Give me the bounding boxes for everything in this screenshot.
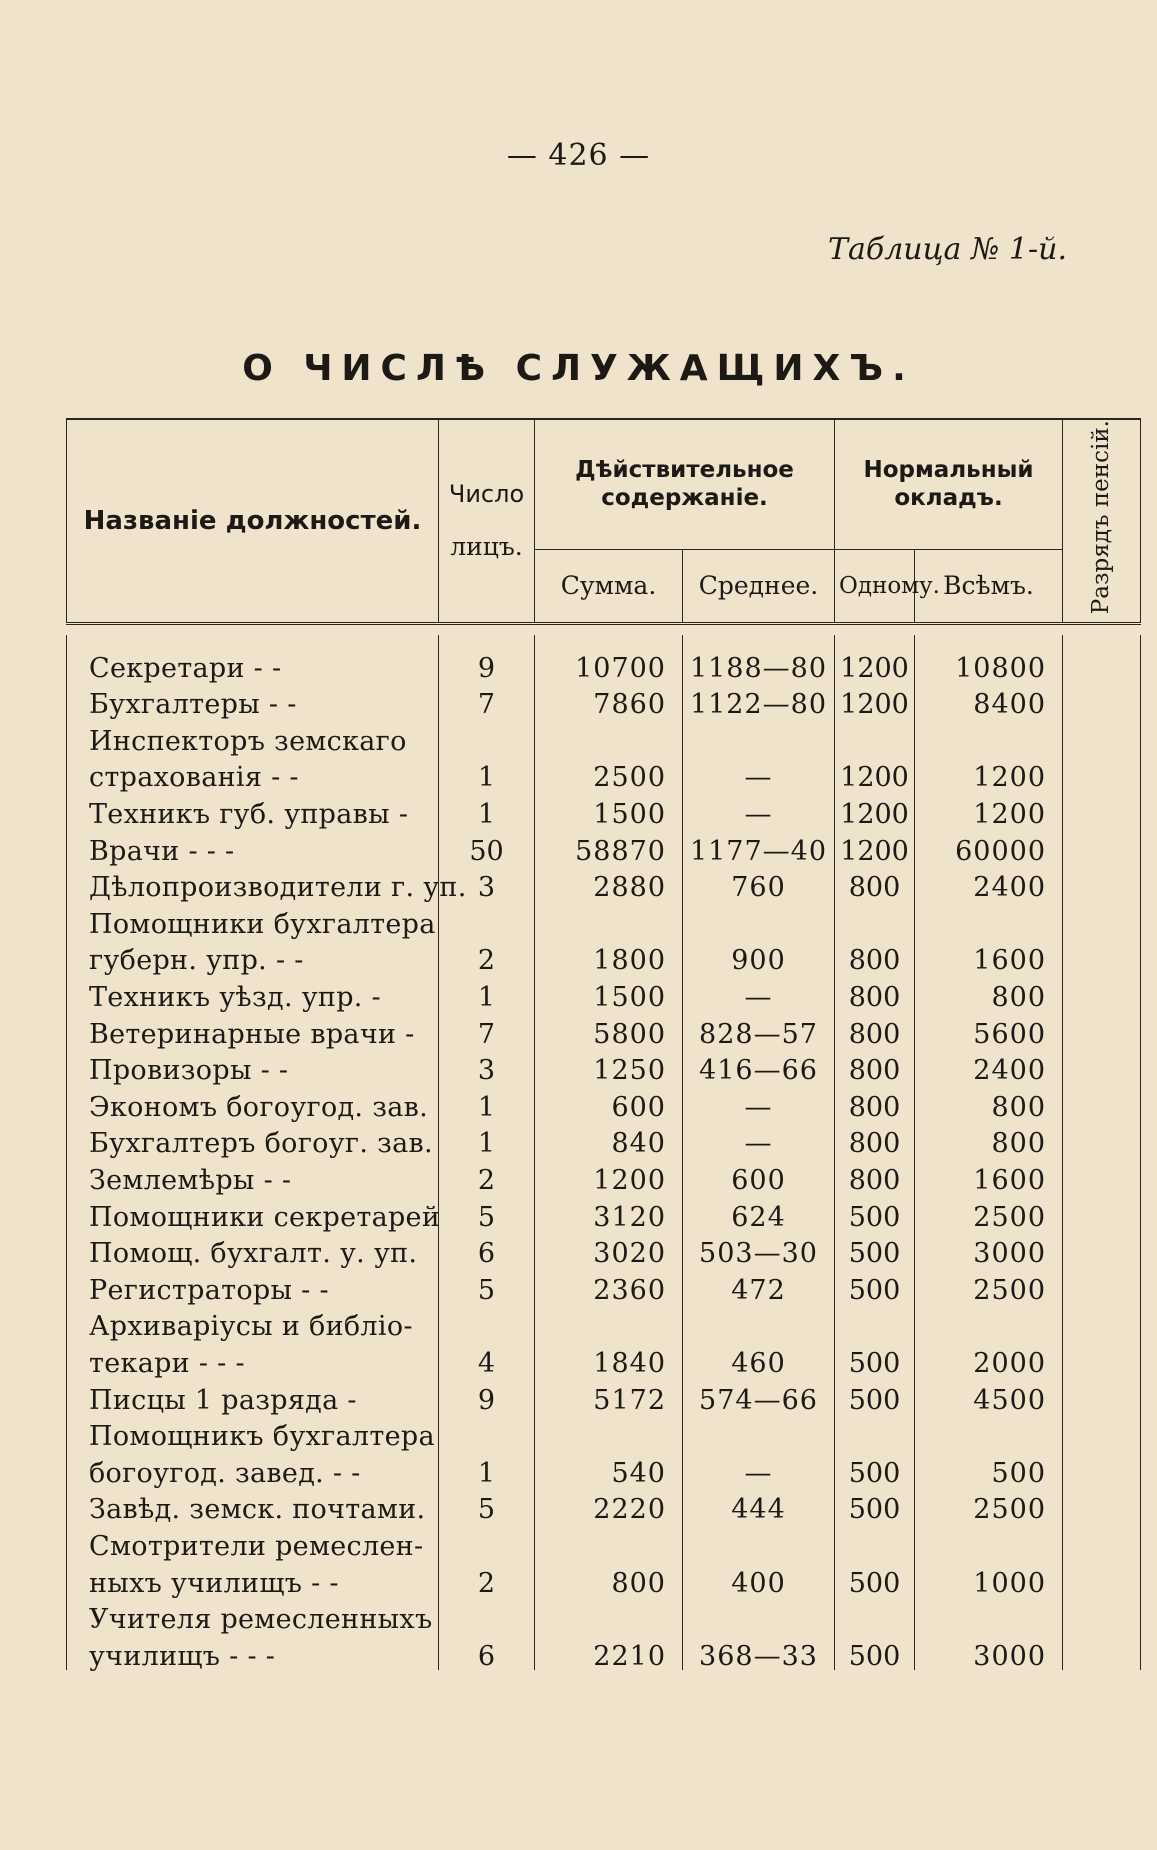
cell-count: 5 (439, 1487, 535, 1524)
cell-position-name: Техникъ губ. управы - (67, 791, 439, 828)
cell-average: — (683, 1121, 835, 1158)
cell-average: 416—66 (683, 1048, 835, 1085)
cell-all (915, 901, 1063, 938)
cell-count: 1 (439, 974, 535, 1011)
cell-average: 1177—40 (683, 828, 835, 865)
cell-one: 500 (835, 1340, 915, 1377)
cell-one: 1200 (835, 755, 915, 792)
spacer-cell (535, 635, 683, 645)
cell-one (835, 718, 915, 755)
cell-sum: 540 (535, 1450, 683, 1487)
cell-rank (1063, 1487, 1141, 1524)
cell-count: 2 (439, 938, 535, 975)
cell-rank (1063, 645, 1141, 682)
cell-all: 2500 (915, 1194, 1063, 1231)
cell-rank (1063, 1523, 1141, 1560)
cell-rank (1063, 1560, 1141, 1597)
cell-position-name: Помощникъ бухгалтера (67, 1414, 439, 1451)
cell-position-name: Землемѣры - - (67, 1157, 439, 1194)
spacer-cell (835, 635, 915, 645)
cell-one: 800 (835, 1157, 915, 1194)
cell-average: 1188—80 (683, 645, 835, 682)
cell-sum: 800 (535, 1560, 683, 1597)
cell-all (915, 718, 1063, 755)
cell-average: — (683, 755, 835, 792)
spacer-cell (67, 635, 439, 645)
cell-count: 5 (439, 1194, 535, 1231)
cell-count: 50 (439, 828, 535, 865)
cell-position-name: Завѣд. земск. почтами. (67, 1487, 439, 1524)
table-row (67, 1560, 1141, 1597)
cell-sum: 1250 (535, 1048, 683, 1085)
staff-table (66, 418, 1141, 1670)
cell-sum: 5800 (535, 1011, 683, 1048)
cell-average: 503—30 (683, 1231, 835, 1268)
cell-rank (1063, 974, 1141, 1011)
cell-average: 600 (683, 1157, 835, 1194)
cell-sum: 58870 (535, 828, 683, 865)
cell-sum: 1500 (535, 791, 683, 828)
cell-rank (1063, 1267, 1141, 1304)
table-row (67, 1084, 1141, 1121)
cell-sum (535, 1597, 683, 1634)
cell-position-name: Архиваріусы и библіо- (67, 1304, 439, 1341)
cell-average (683, 901, 835, 938)
cell-average: 1122—80 (683, 682, 835, 719)
cell-rank (1063, 938, 1141, 975)
table-row (67, 682, 1141, 719)
cell-position-name: Экономъ богоугод. зав. (67, 1084, 439, 1121)
cell-rank (1063, 755, 1141, 792)
cell-position-name: текари - - - (67, 1340, 439, 1377)
cell-position-name: Дѣлопроизводители г. уп. (67, 865, 439, 902)
cell-all: 2400 (915, 865, 1063, 902)
cell-sum: 3120 (535, 1194, 683, 1231)
table-number: Таблица № 1-й. (828, 232, 1067, 267)
cell-rank (1063, 1048, 1141, 1085)
header-all: Всѣмъ. (915, 550, 1063, 624)
cell-sum (535, 1304, 683, 1341)
cell-position-name: Помощ. бухгалт. у. уп. (67, 1231, 439, 1268)
table-body (67, 635, 1141, 1670)
header-average: Среднее. (683, 550, 835, 624)
table-row (67, 865, 1141, 902)
cell-sum: 5172 (535, 1377, 683, 1414)
table-row (67, 645, 1141, 682)
table-row (67, 901, 1141, 938)
cell-sum: 600 (535, 1084, 683, 1121)
table-row (67, 1633, 1141, 1670)
cell-rank (1063, 828, 1141, 865)
cell-position-name: Бухгалтеры - - (67, 682, 439, 719)
cell-one: 500 (835, 1267, 915, 1304)
cell-rank (1063, 865, 1141, 902)
cell-sum: 2880 (535, 865, 683, 902)
cell-one: 1200 (835, 828, 915, 865)
header-actual-group: Дѣйствительное содержаніе. (535, 419, 835, 550)
cell-all (915, 1597, 1063, 1634)
cell-rank (1063, 901, 1141, 938)
cell-sum (535, 718, 683, 755)
cell-average: — (683, 974, 835, 1011)
header-one: Одному. (835, 550, 915, 624)
cell-count (439, 901, 535, 938)
cell-one (835, 1597, 915, 1634)
header-sum: Сумма. (535, 550, 683, 624)
cell-average: 444 (683, 1487, 835, 1524)
cell-position-name: Секретари - - (67, 645, 439, 682)
cell-average: 900 (683, 938, 835, 975)
cell-average: — (683, 1084, 835, 1121)
header-count (439, 419, 535, 624)
cell-all: 60000 (915, 828, 1063, 865)
table-row (67, 1340, 1141, 1377)
cell-count: 7 (439, 682, 535, 719)
table-row (67, 938, 1141, 975)
cell-count: 6 (439, 1231, 535, 1268)
cell-position-name: училищъ - - - (67, 1633, 439, 1670)
cell-rank (1063, 1597, 1141, 1634)
cell-average: 760 (683, 865, 835, 902)
cell-one: 500 (835, 1487, 915, 1524)
cell-average (683, 1414, 835, 1451)
header-normal-group: Нормальный окладъ. (835, 419, 1063, 550)
cell-average: 624 (683, 1194, 835, 1231)
cell-one: 500 (835, 1377, 915, 1414)
cell-rank (1063, 1157, 1141, 1194)
cell-average: 828—57 (683, 1011, 835, 1048)
header-count-line2: лицъ. (450, 532, 523, 562)
spacer-cell (1063, 635, 1141, 645)
cell-position-name: Писцы 1 разряда - (67, 1377, 439, 1414)
cell-position-name: губерн. упр. - - (67, 938, 439, 975)
cell-average (683, 1304, 835, 1341)
cell-count: 2 (439, 1560, 535, 1597)
cell-one: 500 (835, 1231, 915, 1268)
table-row (67, 1048, 1141, 1085)
cell-count: 1 (439, 1450, 535, 1487)
header-rank-label: Разрядъ пенсій. (1088, 420, 1115, 615)
cell-one: 500 (835, 1194, 915, 1231)
cell-average: 574—66 (683, 1377, 835, 1414)
table-row (67, 828, 1141, 865)
cell-one: 1200 (835, 791, 915, 828)
cell-all: 500 (915, 1450, 1063, 1487)
cell-position-name: Ветеринарные врачи - (67, 1011, 439, 1048)
cell-position-name: богоугод. завед. - - (67, 1450, 439, 1487)
cell-all: 8400 (915, 682, 1063, 719)
cell-sum: 7860 (535, 682, 683, 719)
cell-sum (535, 1523, 683, 1560)
header-rank (1063, 419, 1141, 624)
spacer-cell (439, 635, 535, 645)
page-number: — 426 — (506, 138, 651, 173)
table-row (67, 1011, 1141, 1048)
cell-all: 5600 (915, 1011, 1063, 1048)
cell-sum: 10700 (535, 645, 683, 682)
cell-count (439, 1414, 535, 1451)
cell-average: 460 (683, 1340, 835, 1377)
cell-position-name: Учителя ремесленныхъ (67, 1597, 439, 1634)
cell-one (835, 1523, 915, 1560)
cell-one: 800 (835, 938, 915, 975)
table-row (67, 1157, 1141, 1194)
header-count-line1: Число (448, 480, 525, 509)
cell-all: 4500 (915, 1377, 1063, 1414)
cell-count: 1 (439, 791, 535, 828)
cell-sum: 3020 (535, 1231, 683, 1268)
cell-one (835, 1414, 915, 1451)
cell-rank (1063, 1450, 1141, 1487)
cell-position-name: Инспекторъ земскаго (67, 718, 439, 755)
cell-sum: 1500 (535, 974, 683, 1011)
cell-count: 4 (439, 1340, 535, 1377)
cell-one (835, 901, 915, 938)
cell-sum: 2210 (535, 1633, 683, 1670)
cell-all: 1000 (915, 1560, 1063, 1597)
cell-rank (1063, 682, 1141, 719)
table-row (67, 791, 1141, 828)
cell-position-name: Регистраторы - - (67, 1267, 439, 1304)
cell-one: 800 (835, 1048, 915, 1085)
cell-average: — (683, 791, 835, 828)
cell-sum (535, 901, 683, 938)
table-row (67, 1450, 1141, 1487)
table-row (67, 1267, 1141, 1304)
spacer-cell (683, 635, 835, 645)
cell-one: 500 (835, 1450, 915, 1487)
cell-rank (1063, 1340, 1141, 1377)
cell-one: 1200 (835, 682, 915, 719)
cell-count: 1 (439, 1121, 535, 1158)
table-row (67, 1194, 1141, 1231)
cell-all: 3000 (915, 1633, 1063, 1670)
cell-one: 800 (835, 1084, 915, 1121)
cell-average: 472 (683, 1267, 835, 1304)
cell-all: 800 (915, 1121, 1063, 1158)
cell-sum (535, 1414, 683, 1451)
cell-sum: 1800 (535, 938, 683, 975)
cell-average (683, 1523, 835, 1560)
cell-count: 3 (439, 865, 535, 902)
cell-count (439, 1304, 535, 1341)
cell-position-name: Помощники бухгалтера (67, 901, 439, 938)
cell-count: 1 (439, 755, 535, 792)
cell-count: 5 (439, 1267, 535, 1304)
cell-count: 1 (439, 1084, 535, 1121)
header-name: Названіе должностей. (67, 419, 439, 624)
cell-rank (1063, 1231, 1141, 1268)
table-row (67, 1231, 1141, 1268)
cell-average (683, 1597, 835, 1634)
cell-average: — (683, 1450, 835, 1487)
page-title: О ЧИСЛѢ СЛУЖАЩИХЪ. (242, 348, 915, 389)
cell-sum: 1840 (535, 1340, 683, 1377)
table-row (67, 1377, 1141, 1414)
cell-all: 1600 (915, 938, 1063, 975)
cell-rank (1063, 1011, 1141, 1048)
cell-position-name: ныхъ училищъ - - (67, 1560, 439, 1597)
cell-all: 800 (915, 974, 1063, 1011)
cell-position-name: Врачи - - - (67, 828, 439, 865)
table-row (67, 1121, 1141, 1158)
cell-sum: 2500 (535, 755, 683, 792)
cell-rank (1063, 1304, 1141, 1341)
cell-position-name: страхованія - - (67, 755, 439, 792)
header-divider (67, 624, 1141, 636)
cell-all: 2500 (915, 1267, 1063, 1304)
cell-one: 800 (835, 1121, 915, 1158)
cell-all: 1200 (915, 791, 1063, 828)
cell-all (915, 1414, 1063, 1451)
cell-position-name: Помощники секретарей (67, 1194, 439, 1231)
cell-count: 9 (439, 645, 535, 682)
cell-one (835, 1304, 915, 1341)
cell-count: 9 (439, 1377, 535, 1414)
cell-count (439, 1523, 535, 1560)
cell-all: 3000 (915, 1231, 1063, 1268)
cell-position-name: Провизоры - - (67, 1048, 439, 1085)
cell-rank (1063, 1414, 1141, 1451)
cell-position-name: Техникъ уѣзд. упр. - (67, 974, 439, 1011)
cell-rank (1063, 1194, 1141, 1231)
cell-one: 800 (835, 865, 915, 902)
table-row (67, 718, 1141, 755)
cell-all: 1600 (915, 1157, 1063, 1194)
table-row (67, 1597, 1141, 1634)
cell-rank (1063, 1121, 1141, 1158)
table-header (67, 419, 1141, 635)
cell-sum: 840 (535, 1121, 683, 1158)
cell-count (439, 1597, 535, 1634)
cell-all (915, 1523, 1063, 1560)
cell-all: 2000 (915, 1340, 1063, 1377)
cell-sum: 2360 (535, 1267, 683, 1304)
cell-sum: 2220 (535, 1487, 683, 1524)
cell-all: 10800 (915, 645, 1063, 682)
cell-average (683, 718, 835, 755)
cell-average: 400 (683, 1560, 835, 1597)
table-row (67, 1523, 1141, 1560)
cell-one: 500 (835, 1560, 915, 1597)
cell-count: 7 (439, 1011, 535, 1048)
cell-count: 3 (439, 1048, 535, 1085)
cell-count: 6 (439, 1633, 535, 1670)
cell-rank (1063, 1377, 1141, 1414)
cell-one: 1200 (835, 645, 915, 682)
cell-one: 800 (835, 1011, 915, 1048)
cell-all: 2400 (915, 1048, 1063, 1085)
cell-all: 800 (915, 1084, 1063, 1121)
cell-count: 2 (439, 1157, 535, 1194)
cell-one: 500 (835, 1633, 915, 1670)
cell-rank (1063, 718, 1141, 755)
cell-all: 2500 (915, 1487, 1063, 1524)
table-row (67, 755, 1141, 792)
cell-all: 1200 (915, 755, 1063, 792)
cell-one: 800 (835, 974, 915, 1011)
table-row (67, 1304, 1141, 1341)
cell-rank (1063, 1084, 1141, 1121)
cell-rank (1063, 1633, 1141, 1670)
cell-count (439, 718, 535, 755)
cell-average: 368—33 (683, 1633, 835, 1670)
cell-rank (1063, 791, 1141, 828)
table-row (67, 1487, 1141, 1524)
table-row (67, 974, 1141, 1011)
spacer-cell (915, 635, 1063, 645)
cell-position-name: Бухгалтеръ богоуг. зав. (67, 1121, 439, 1158)
cell-position-name: Смотрители ремеслен- (67, 1523, 439, 1560)
cell-all (915, 1304, 1063, 1341)
table-row (67, 1414, 1141, 1451)
cell-sum: 1200 (535, 1157, 683, 1194)
